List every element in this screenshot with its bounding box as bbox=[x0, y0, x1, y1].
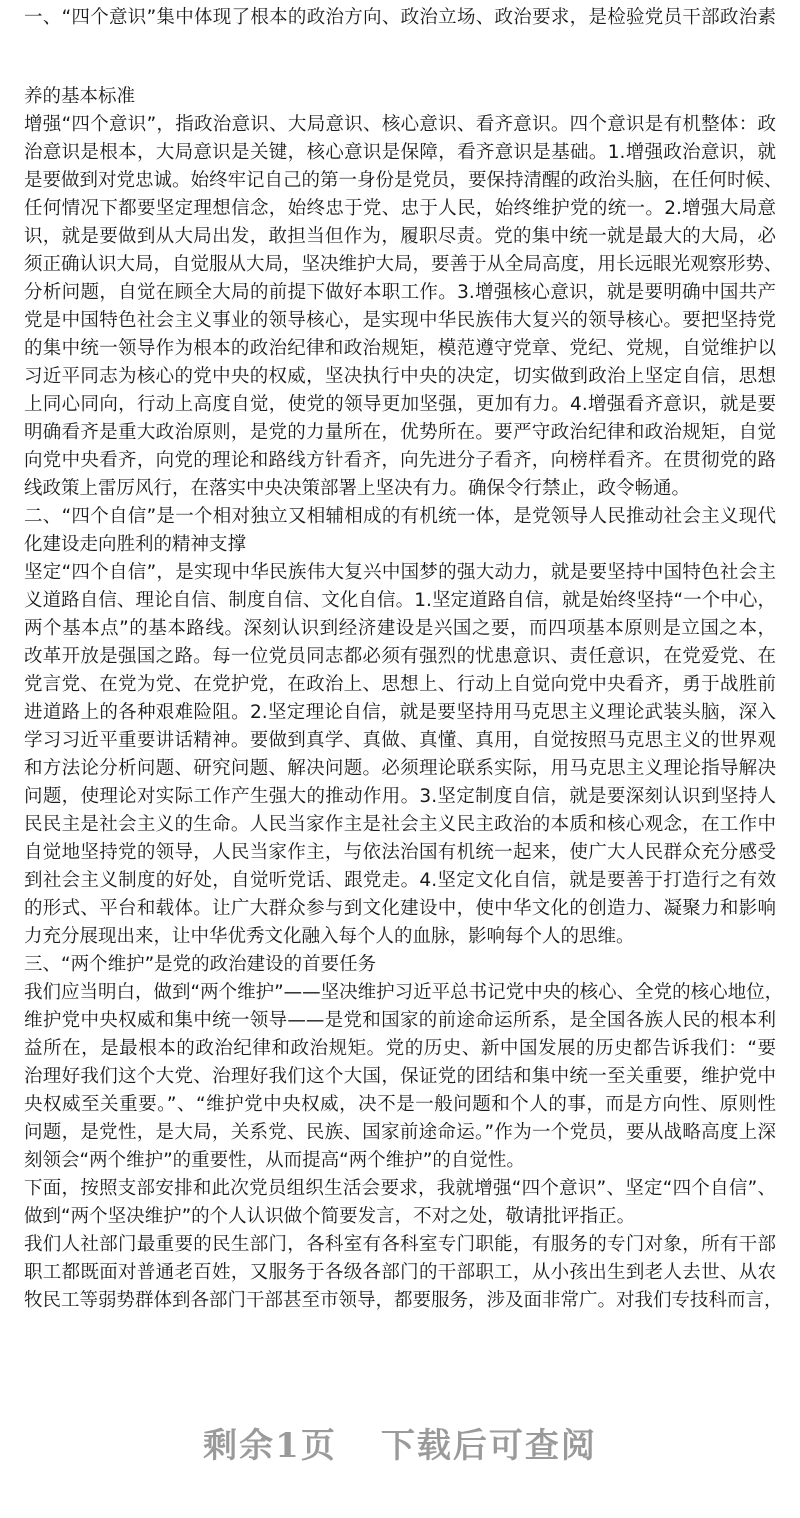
text-line: 我们人社部门最重要的民生部门，各科室有各科室专门职能，有服务的专门对象，所有干部 bbox=[24, 1234, 776, 1255]
text-line: 的集中统一领导作为根本的政治纪律和政治规矩，模范遵守党章、党纪、党规，自觉维护以 bbox=[24, 338, 776, 359]
remaining-pages-text: 剩余1页 bbox=[203, 1426, 337, 1466]
text-line: 问题，是党性，是大局，关系党、民族、国家前途命运。”作为一个党员，要从战略高度上深 bbox=[24, 1122, 776, 1143]
text-line: 刻领会“两个维护”的重要性，从而提高“两个维护”的自觉性。 bbox=[24, 1150, 525, 1171]
download-to-view-text: 下载后可查阅 bbox=[380, 1426, 597, 1466]
text-line: 治意识是根本，大局意识是关键，核心意识是保障，看齐意识是基础。1.增强政治意识，就 bbox=[24, 142, 776, 163]
text-line: 增强“四个意识”，指政治意识、大局意识、核心意识、看齐意识。四个意识是有机整体：政 bbox=[24, 114, 776, 135]
section-heading-line: 三、“两个维护”是党的政治建设的首要任务 bbox=[24, 954, 377, 975]
text-line: 习近平同志为核心的党中央的权威，坚决执行中央的决定，切实做到政治上坚定自信，思想 bbox=[24, 366, 776, 387]
text-line: 进道路上的各种艰难险阻。2.坚定理论自信，就是要坚持用马克思主义理论武装头脑，深入 bbox=[24, 702, 776, 723]
text-line: 义道路自信、理论自信、制度自信、文化自信。1.坚定道路自信，就是始终坚持“一个中心， bbox=[24, 590, 776, 611]
text-line: 分析问题，自觉在顾全大局的前提下做好本职工作。3.增强核心意识，就是要明确中国共产 bbox=[24, 282, 776, 303]
text-line: 的形式、平台和载体。让广大群众参与到文化建设中，使中华文化的创造力、凝聚力和影响 bbox=[24, 898, 776, 919]
text-line: 识，就是要做到从大局出发，敢担当但作为，履职尽责。党的集中统一就是最大的大局，必 bbox=[24, 226, 776, 247]
text-line: 改革开放是强国之路。每一位党员同志都必须有强烈的忧患意识、责任意识，在党爱党、在 bbox=[24, 646, 776, 667]
text-line: 任何情况下都要坚定理想信念，始终忠于党、忠于人民，始终维护党的统一。2.增强大局意 bbox=[24, 198, 776, 219]
text-line: 线政策上雷厉风行，在落实中央决策部署上坚决有力。确保令行禁止，政令畅通。 bbox=[24, 478, 691, 499]
text-line: 民民主是社会主义的生命。人民当家作主是社会主义民主政治的本质和核心观念，在工作中 bbox=[24, 814, 776, 835]
text-line: 明确看齐是重大政治原则，是党的力量所在，优势所在。要严守政治纪律和政治规矩，自觉 bbox=[24, 422, 776, 443]
text-line: 我们应当明白，做到“两个维护”——坚决维护习近平总书记党中央的核心、全党的核心地位， bbox=[24, 982, 784, 1003]
text-line: 问题，使理论对实际工作产生强大的推动作用。3.坚定制度自信，就是要深刻认识到坚持人 bbox=[24, 786, 776, 807]
text-line: 下面，按照支部安排和此次党员组织生活会要求，我就增强“四个意识”、坚定“四个自信”、 bbox=[24, 1178, 776, 1199]
text-line: 牧民工等弱势群体到各部门干部甚至市领导，都要服务，涉及面非常广。对我们专技科而言， bbox=[24, 1290, 783, 1311]
text-line: 到社会主义制度的好处，自觉听党话、跟党走。4.坚定文化自信，就是要善于打造行之有效 bbox=[24, 870, 776, 891]
text-line: 学习习近平重要讲话精神。要做到真学、真做、真懂、真用，自觉按照马克思主义的世界观 bbox=[24, 730, 776, 751]
section-heading-line: 一、“四个意识”集中体现了根本的政治方向、政治立场、政治要求，是检验党员干部政治素 bbox=[24, 7, 776, 28]
text-line: 是要做到对党忠诚。始终牢记自己的第一身份是党员，要保持清醒的政治头脑，在任何时候、 bbox=[24, 170, 783, 191]
text-line: 力充分展现出来，让中华优秀文化融入每个人的血脉，影响每个人的思维。 bbox=[24, 926, 635, 947]
text-line: 和方法论分析问题、研究问题、解决问题。必须理论联系实际，用马克思主义理论指导解决 bbox=[24, 758, 776, 779]
text-line: 上同心同向，行动上高度自觉，使党的领导更加坚强，更加有力。4.增强看齐意识，就是要 bbox=[24, 394, 776, 415]
text-line: 坚定“四个自信”，是实现中华民族伟大复兴中国梦的强大动力，就是要坚持中国特色社会主 bbox=[24, 562, 776, 583]
text-line: 央权威至关重要。”、“维护党中央权威，决不是一般问题和个人的事，而是方向性、原则性 bbox=[24, 1094, 776, 1115]
text-line: 养的基本标准 bbox=[24, 86, 136, 107]
text-line: 向党中央看齐，向党的理论和路线方针看齐，向先进分子看齐，向榜样看齐。在贯彻党的路 bbox=[24, 450, 776, 471]
section-heading-line: 二、“四个自信”是一个相对独立又相辅相成的有机统一体，是党领导人民推动社会主义现代 bbox=[24, 506, 776, 527]
text-line: 做到“两个坚决维护”的个人认识做个简要发言，不对之处，敬请批评指正。 bbox=[24, 1206, 636, 1227]
text-line: 益所在，是最根本的政治纪律和政治规矩。党的历史、新中国发展的历史都告诉我们：“要 bbox=[24, 1038, 776, 1059]
paywall-notice[interactable] bbox=[0, 1418, 800, 1467]
text-line: 党言党、在党为党、在党护党，在政治上、思想上、行动上自觉向党中央看齐，勇于战胜前 bbox=[24, 674, 776, 695]
text-line: 职工都既面对普通老百姓，又服务于各级各部门的干部职工，从小孩出生到老人去世、从农 bbox=[24, 1262, 776, 1283]
text-line: 维护党中央权威和集中统一领导——是党和国家的前途命运所系，是全国各族人民的根本利 bbox=[24, 1010, 776, 1031]
text-line: 党是中国特色社会主义事业的领导核心，是实现中华民族伟大复兴的领导核心。要把坚持党 bbox=[24, 310, 776, 331]
text-line: 化建设走向胜利的精神支撑 bbox=[24, 534, 247, 555]
text-line: 两个基本点”的基本路线。深刻认识到经济建设是兴国之要，而四项基本原则是立国之本， bbox=[24, 618, 776, 639]
text-line: 须正确认识大局，自觉服从大局，坚决维护大局，要善于从全局高度，用长远眼光观察形势、 bbox=[24, 254, 783, 275]
text-line: 治理好我们这个大党、治理好我们这个大国，保证党的团结和集中统一至关重要，维护党中 bbox=[24, 1066, 776, 1087]
text-line: 自觉地坚持党的领导，人民当家作主，与依法治国有机统一起来，使广大人民群众充分感受 bbox=[24, 842, 776, 863]
